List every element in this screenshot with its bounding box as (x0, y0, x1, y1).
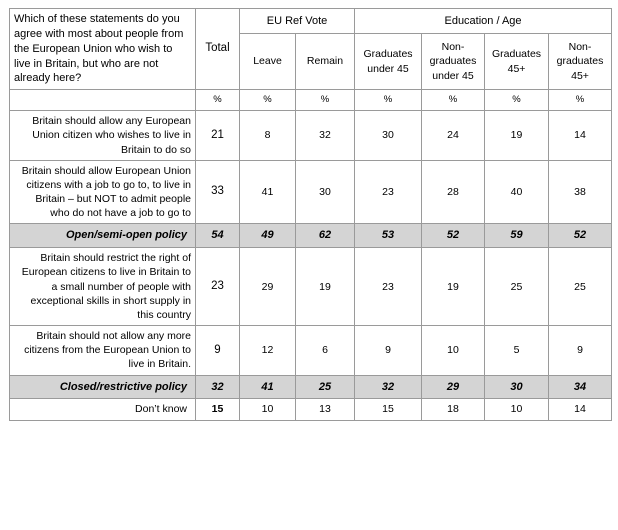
row-value-graduates-under-45: 23 (355, 160, 422, 224)
row-statement: Open/semi-open policy (10, 224, 196, 248)
row-value-graduates-under-45: 23 (355, 248, 422, 326)
row-value-non-graduates-45-plus: 14 (549, 111, 612, 161)
unit-cell-graduates-45-plus: % (485, 90, 549, 111)
row-value-leave: 8 (240, 111, 296, 161)
unit-cell-total: % (196, 90, 240, 111)
table-row (10, 248, 612, 326)
row-value-leave: 29 (240, 248, 296, 326)
row-statement: Closed/restrictive policy (10, 375, 196, 399)
column-header-non-graduates-under-45: Non-graduates under 45 (422, 33, 485, 89)
row-value-leave: 10 (240, 399, 296, 420)
row-value-remain: 25 (296, 375, 355, 399)
row-value-remain: 13 (296, 399, 355, 420)
row-total-value: 21 (196, 111, 240, 161)
table-body (10, 111, 612, 420)
row-value-graduates-45-plus: 59 (485, 224, 549, 248)
row-value-non-graduates-under-45: 18 (422, 399, 485, 420)
header-row-groups (10, 9, 612, 34)
row-value-graduates-under-45: 15 (355, 399, 422, 420)
row-value-remain: 19 (296, 248, 355, 326)
question-header: Which of these statements do you agree with most about people from the European Union who wish to live in Britain, but who are not already here? (10, 9, 196, 90)
row-value-non-graduates-under-45: 52 (422, 224, 485, 248)
row-value-non-graduates-45-plus: 14 (549, 399, 612, 420)
row-value-remain: 62 (296, 224, 355, 248)
row-value-leave: 41 (240, 160, 296, 224)
row-value-leave: 49 (240, 224, 296, 248)
row-value-non-graduates-under-45: 24 (422, 111, 485, 161)
row-statement: Britain should allow any European Union citizen who wishes to live in Britain to do so (10, 111, 196, 161)
row-value-remain: 30 (296, 160, 355, 224)
row-statement: Britain should restrict the right of European citizens to live in Britain to a small number of people with exceptional skills in short supply in this country (10, 248, 196, 326)
summary-row-closed-policy (10, 375, 612, 399)
unit-cell-graduates-under-45: % (355, 90, 422, 111)
unit-row (10, 90, 612, 111)
total-column-header: Total (196, 9, 240, 90)
summary-row-open-policy (10, 224, 612, 248)
column-header-graduates-under-45: Graduates under 45 (355, 33, 422, 89)
row-value-graduates-45-plus: 40 (485, 160, 549, 224)
unit-cell-leave: % (240, 90, 296, 111)
unit-cell-remain: % (296, 90, 355, 111)
row-value-graduates-under-45: 53 (355, 224, 422, 248)
row-statement: Britain should not allow any more citizens from the European Union to live in Britain. (10, 326, 196, 376)
table-header (10, 9, 612, 111)
dont-know-row (10, 399, 612, 420)
row-value-graduates-45-plus: 30 (485, 375, 549, 399)
row-statement: Don’t know (10, 399, 196, 420)
unit-cell-question (10, 90, 196, 111)
row-value-graduates-45-plus: 5 (485, 326, 549, 376)
poll-results-table (9, 8, 612, 421)
row-value-graduates-under-45: 9 (355, 326, 422, 376)
row-value-graduates-under-45: 32 (355, 375, 422, 399)
row-value-graduates-45-plus: 25 (485, 248, 549, 326)
row-statement: Britain should allow European Union citizens with a job to go to, to live in Britain – but NOT to admit people who do not have a job to go to (10, 160, 196, 224)
row-value-non-graduates-under-45: 29 (422, 375, 485, 399)
column-header-graduates-45-plus: Graduates 45+ (485, 33, 549, 89)
unit-cell-non-graduates-under-45: % (422, 90, 485, 111)
row-value-non-graduates-45-plus: 34 (549, 375, 612, 399)
row-value-leave: 41 (240, 375, 296, 399)
table-row (10, 160, 612, 224)
row-value-non-graduates-45-plus: 38 (549, 160, 612, 224)
column-header-remain: Remain (296, 33, 355, 89)
row-total-value: 33 (196, 160, 240, 224)
row-total-value: 23 (196, 248, 240, 326)
unit-cell-non-graduates-45-plus: % (549, 90, 612, 111)
group-header-education-age: Education / Age (355, 9, 612, 34)
column-header-leave: Leave (240, 33, 296, 89)
row-value-non-graduates-under-45: 10 (422, 326, 485, 376)
row-value-non-graduates-45-plus: 9 (549, 326, 612, 376)
row-total-value: 15 (196, 399, 240, 420)
table-row (10, 326, 612, 376)
row-total-value: 54 (196, 224, 240, 248)
row-value-graduates-45-plus: 10 (485, 399, 549, 420)
row-value-non-graduates-under-45: 19 (422, 248, 485, 326)
row-value-leave: 12 (240, 326, 296, 376)
group-header-eu-ref-vote: EU Ref Vote (240, 9, 355, 34)
row-value-non-graduates-45-plus: 52 (549, 224, 612, 248)
row-value-remain: 32 (296, 111, 355, 161)
row-total-value: 9 (196, 326, 240, 376)
row-value-remain: 6 (296, 326, 355, 376)
column-header-non-graduates-45-plus: Non-graduates 45+ (549, 33, 612, 89)
row-value-non-graduates-under-45: 28 (422, 160, 485, 224)
row-value-graduates-45-plus: 19 (485, 111, 549, 161)
row-total-value: 32 (196, 375, 240, 399)
table-row (10, 111, 612, 161)
row-value-non-graduates-45-plus: 25 (549, 248, 612, 326)
row-value-graduates-under-45: 30 (355, 111, 422, 161)
